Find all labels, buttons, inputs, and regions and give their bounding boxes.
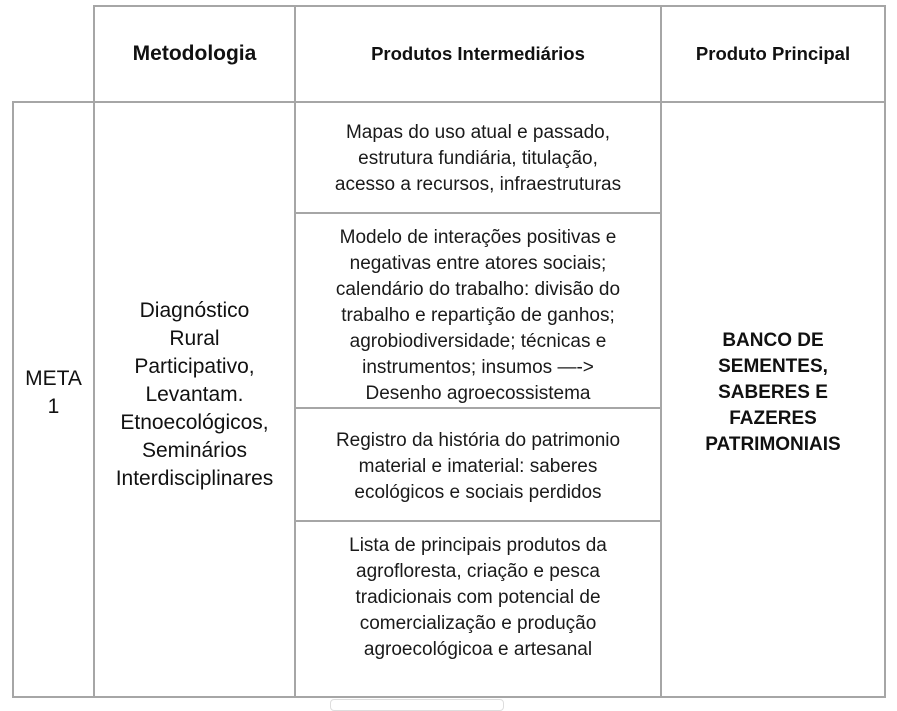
table-border-left xyxy=(12,101,14,698)
produto-intermediario-3 xyxy=(295,408,661,521)
produto-principal-line: FAZERES xyxy=(729,407,817,429)
produto-principal-line: PATRIMONIAIS xyxy=(705,433,841,455)
produto-principal-line: SABERES E xyxy=(718,381,828,403)
produto-intermediario-line: trabalho e repartição de ganhos; xyxy=(341,305,615,326)
header-metodologia xyxy=(94,6,295,102)
table-row-divider xyxy=(12,101,886,103)
meta-cell xyxy=(13,102,94,697)
produto-intermediario-line: material e imaterial: saberes xyxy=(358,456,598,477)
header-metodologia-text: Metodologia xyxy=(132,42,257,65)
table-border-right xyxy=(884,5,886,698)
produto-principal-line: SEMENTES, xyxy=(718,355,828,377)
column-divider-2 xyxy=(294,5,296,698)
produto-intermediario-line: agrofloresta, criação e pesca xyxy=(356,561,600,582)
metodologia-line: Levantam. xyxy=(145,382,244,406)
metodologia-line: Etnoecológicos, xyxy=(120,410,269,434)
cropped-element xyxy=(330,699,504,711)
produto-intermediario-line: estrutura fundiária, titulação, xyxy=(358,148,598,169)
table-border-bottom xyxy=(12,696,886,698)
produto-intermediario-line: negativas entre atores sociais; xyxy=(349,253,607,274)
header-produto-principal-text: Produto Principal xyxy=(695,43,851,64)
produto-intermediario-line: Registro da história do patrimonio xyxy=(335,430,621,451)
produto-principal-cell xyxy=(661,102,885,697)
produto-intermediario-line: tradicionais com potencial de xyxy=(355,587,601,608)
produto-intermediario-line: Modelo de interações positivas e xyxy=(339,227,617,248)
table-border-top xyxy=(93,5,886,7)
produto-intermediario-2 xyxy=(295,213,661,408)
metodologia-line: Rural xyxy=(169,326,220,350)
header-produtos-intermediarios-text: Produtos Intermediários xyxy=(371,43,585,64)
metodologia-line: Participativo, xyxy=(134,354,255,378)
produto-intermediario-line: ecológicos e sociais perdidos xyxy=(354,482,602,503)
produto-intermediario-line: calendário do trabalho: divisão do xyxy=(335,279,621,300)
produto-intermediario-line: Lista de principais produtos da xyxy=(349,535,607,556)
column-divider-3 xyxy=(660,5,662,698)
produto-intermediario-line: Desenho agroecossistema xyxy=(365,383,591,404)
produto-intermediario-line: agroecológicoa e artesanal xyxy=(363,639,593,660)
produto-intermediario-4 xyxy=(295,521,661,697)
metodologia-line: Diagnóstico xyxy=(139,298,250,322)
subrow-divider-2 xyxy=(295,407,662,409)
produto-intermediario-1 xyxy=(295,102,661,213)
header-produto-principal xyxy=(661,6,885,102)
produto-intermediario-line: agrobiodiversidade; técnicas e xyxy=(349,331,607,352)
meta-label: META 1 xyxy=(25,366,82,418)
produto-principal-line: BANCO DE xyxy=(722,329,824,351)
metodologia-line: Interdisciplinares xyxy=(115,466,274,490)
produto-intermediario-line: instrumentos; insumos —-> xyxy=(362,357,594,378)
subrow-divider-3 xyxy=(295,520,662,522)
produto-intermediario-line: comercialização e produção xyxy=(359,613,597,634)
metodologia-cell xyxy=(94,102,295,697)
produto-intermediario-line: acesso a recursos, infraestruturas xyxy=(334,174,622,195)
header-produtos-intermediarios xyxy=(295,6,661,102)
produto-intermediario-line: Mapas do uso atual e passado, xyxy=(345,122,611,143)
column-divider-1 xyxy=(93,5,95,698)
metodologia-line: Seminários xyxy=(141,438,248,462)
subrow-divider-1 xyxy=(295,212,662,214)
